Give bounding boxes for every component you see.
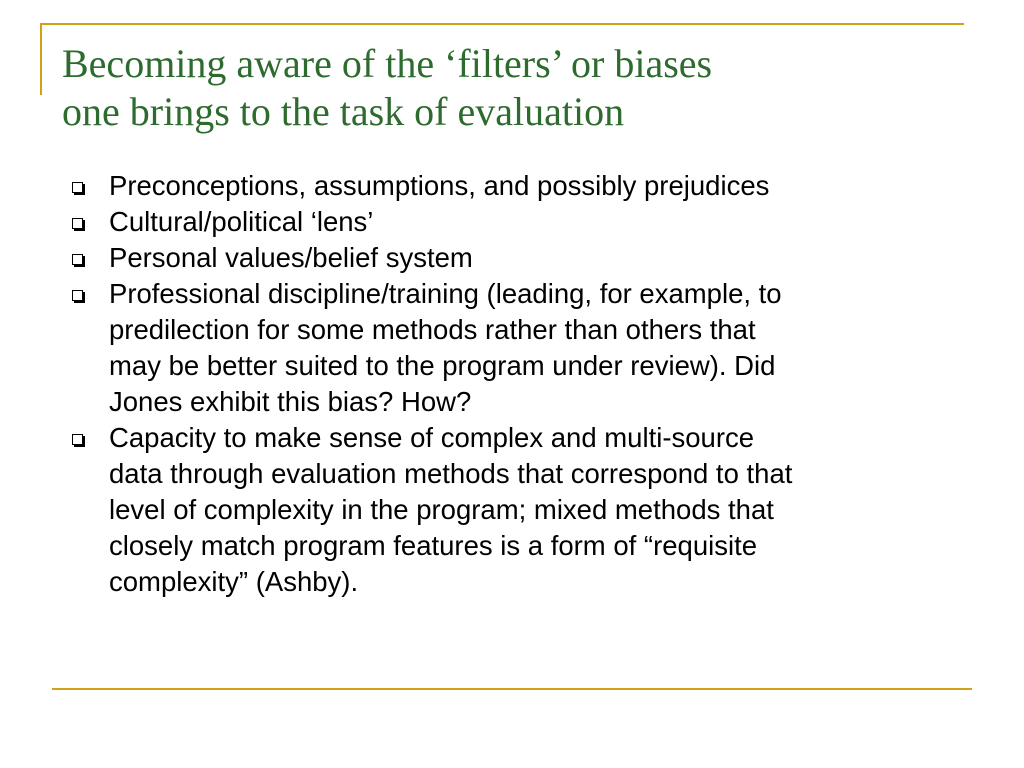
bullet-line: Capacity to make sense of complex and multi-source	[109, 422, 755, 453]
hollow-square-bullet-icon	[72, 254, 83, 265]
top-rule	[40, 23, 964, 25]
title-line: Becoming aware of the ‘filters’ or biases	[62, 41, 713, 86]
bullet-text	[109, 420, 970, 600]
bullet-line: Jones exhibit this bias? How?	[109, 386, 472, 417]
bullet-line: Personal values/belief system	[109, 242, 473, 273]
bottom-rule	[52, 688, 972, 690]
title-line: one brings to the task of evaluation	[62, 89, 625, 134]
bullet-line: Preconceptions, assumptions, and possibly prejudices	[109, 170, 770, 201]
hollow-square-bullet-icon	[72, 290, 83, 301]
hollow-square-bullet-icon	[72, 218, 83, 229]
bullet-line: data through evaluation methods that correspond to that	[109, 458, 793, 489]
hollow-square-bullet-icon	[72, 182, 83, 193]
bullet-item	[70, 240, 970, 276]
bullet-item	[70, 204, 970, 240]
bullet-list	[70, 168, 970, 600]
bullet-line: level of complexity in the program; mixed methods that	[109, 494, 774, 525]
bullet-line: predilection for some methods rather than others that	[109, 314, 756, 345]
bullet-line: Professional discipline/training (leading, for example, to	[109, 278, 782, 309]
bullet-line: may be better suited to the program under review). Did	[109, 350, 776, 381]
bullet-text	[109, 276, 970, 420]
bullet-text	[109, 240, 970, 276]
bullet-line: Cultural/political ‘lens’	[109, 206, 374, 237]
slide-title	[62, 40, 962, 136]
bullet-text	[109, 168, 970, 204]
hollow-square-bullet-icon	[72, 434, 83, 445]
bullet-line: closely match program features is a form of “requisite	[109, 530, 758, 561]
bullet-item	[70, 168, 970, 204]
bullet-item	[70, 420, 970, 600]
bullet-text	[109, 204, 970, 240]
bullet-item	[70, 276, 970, 420]
bullet-line: complexity” (Ashby).	[109, 566, 359, 597]
left-rule	[40, 23, 42, 95]
